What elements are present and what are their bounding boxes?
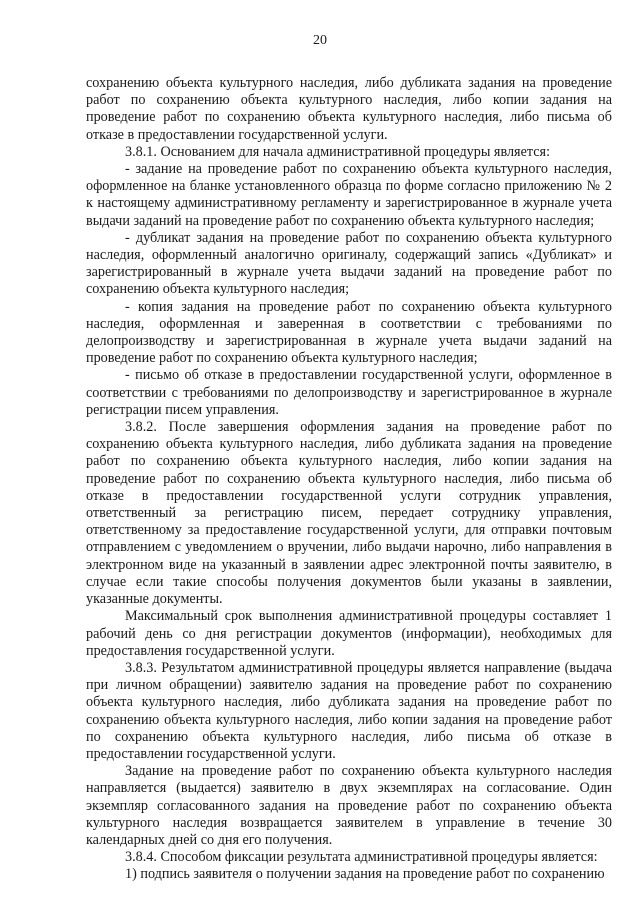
paragraph-3-8-3: 3.8.3. Результатом административной процедуры является направление (выдача при личном обращении) заявителю задания на проведение работ по сохранению объекта культурного наследия, либо дубликата задания на проведение работ по сохранению объекта культурного наследия, либо копии задания на проведение работ по сохранению объекта культурного наследия, либо письма об отказе в предоставлении государственной услуги. (86, 659, 612, 762)
paragraph-max-term: Максимальный срок выполнения административной процедуры составляет 1 рабочий день со дня регистрации документов (информации), необходимых для предоставления государственной услуги. (86, 608, 612, 659)
document-body (86, 75, 612, 884)
list-item-duplicate: - дубликат задания на проведение работ по сохранению объекта культурного наследия, оформленный аналогично оригиналу, содержащий запись «Дубликат» и зарегистрированный в журнале учета выдачи заданий на проведение работ по сохранению объекта культурного наследия; (86, 229, 612, 298)
paragraph-3-8-1-heading: 3.8.1. Основанием для начала административной процедуры является: (125, 143, 551, 160)
list-item-refusal-letter: - письмо об отказе в предоставлении государственной услуги, оформленное в соответствии с требованиями по делопроизводству и зарегистрированное в журнале регистрации писем управления. (86, 367, 612, 418)
page-number: 20 (313, 33, 327, 48)
paragraph-task-approval: Задание на проведение работ по сохранению объекта культурного наследия направляется (выдается) заявителю в двух экземплярах на согласование. Один экземпляр согласованного задания на проведение работ по сохранению объекта культурного наследия возвращается заявителем в управление в течение 30 календарных дней со дня его получения. (86, 763, 612, 848)
paragraph-signature-item: 1) подпись заявителя о получении задания на проведение работ по сохранению (125, 866, 605, 883)
paragraph-continuation: сохранению объекта культурного наследия, либо дубликата задания на проведение работ по сохранению объекта культурного наследия, либо копии задания на проведение работ по сохранению объекта культурного наследия, либо письма об отказе в предоставлении государственной услуги. (86, 75, 612, 143)
paragraph-3-8-4: 3.8.4. Способом фиксации результата административной процедуры является: (125, 849, 598, 866)
paragraph-3-8-2: 3.8.2. После завершения оформления задания на проведение работ по сохранению объекта культурного наследия, либо дубликата задания на проведение работ по сохранению объекта культурного наследия, либо копии задания на проведение работ по сохранению объекта культурного наследия, либо письма об отказе в предоставлении государственной услуги сотрудник управления, ответственный за регистрацию писем, передает сотруднику управления, ответственному за предоставление государственной услуги, для отправки почтовым отправлением с уведомлением о вручении, либо выдачи нарочно, либо направления в электронном виде на указанный в заявлении адрес электронной почты заявителю, в случае если такие способы получения документов были указаны в заявлении, указанные документы. (86, 419, 612, 608)
list-item-task: - задание на проведение работ по сохранению объекта культурного наследия, оформленное на бланке установленного образца по форме согласно приложению № 2 к настоящему административному регламенту и зарегистрированное в журнале учета выдачи заданий на проведение работ по сохранению объекта культурного наследия; (86, 161, 612, 229)
list-item-copy: - копия задания на проведение работ по сохранению объекта культурного наследия, оформленная и заверенная в соответствии с требованиями по делопроизводству и зарегистрированная в журнале учета выдачи заданий на проведение работ по сохранению объекта культурного наследия; (86, 298, 612, 367)
